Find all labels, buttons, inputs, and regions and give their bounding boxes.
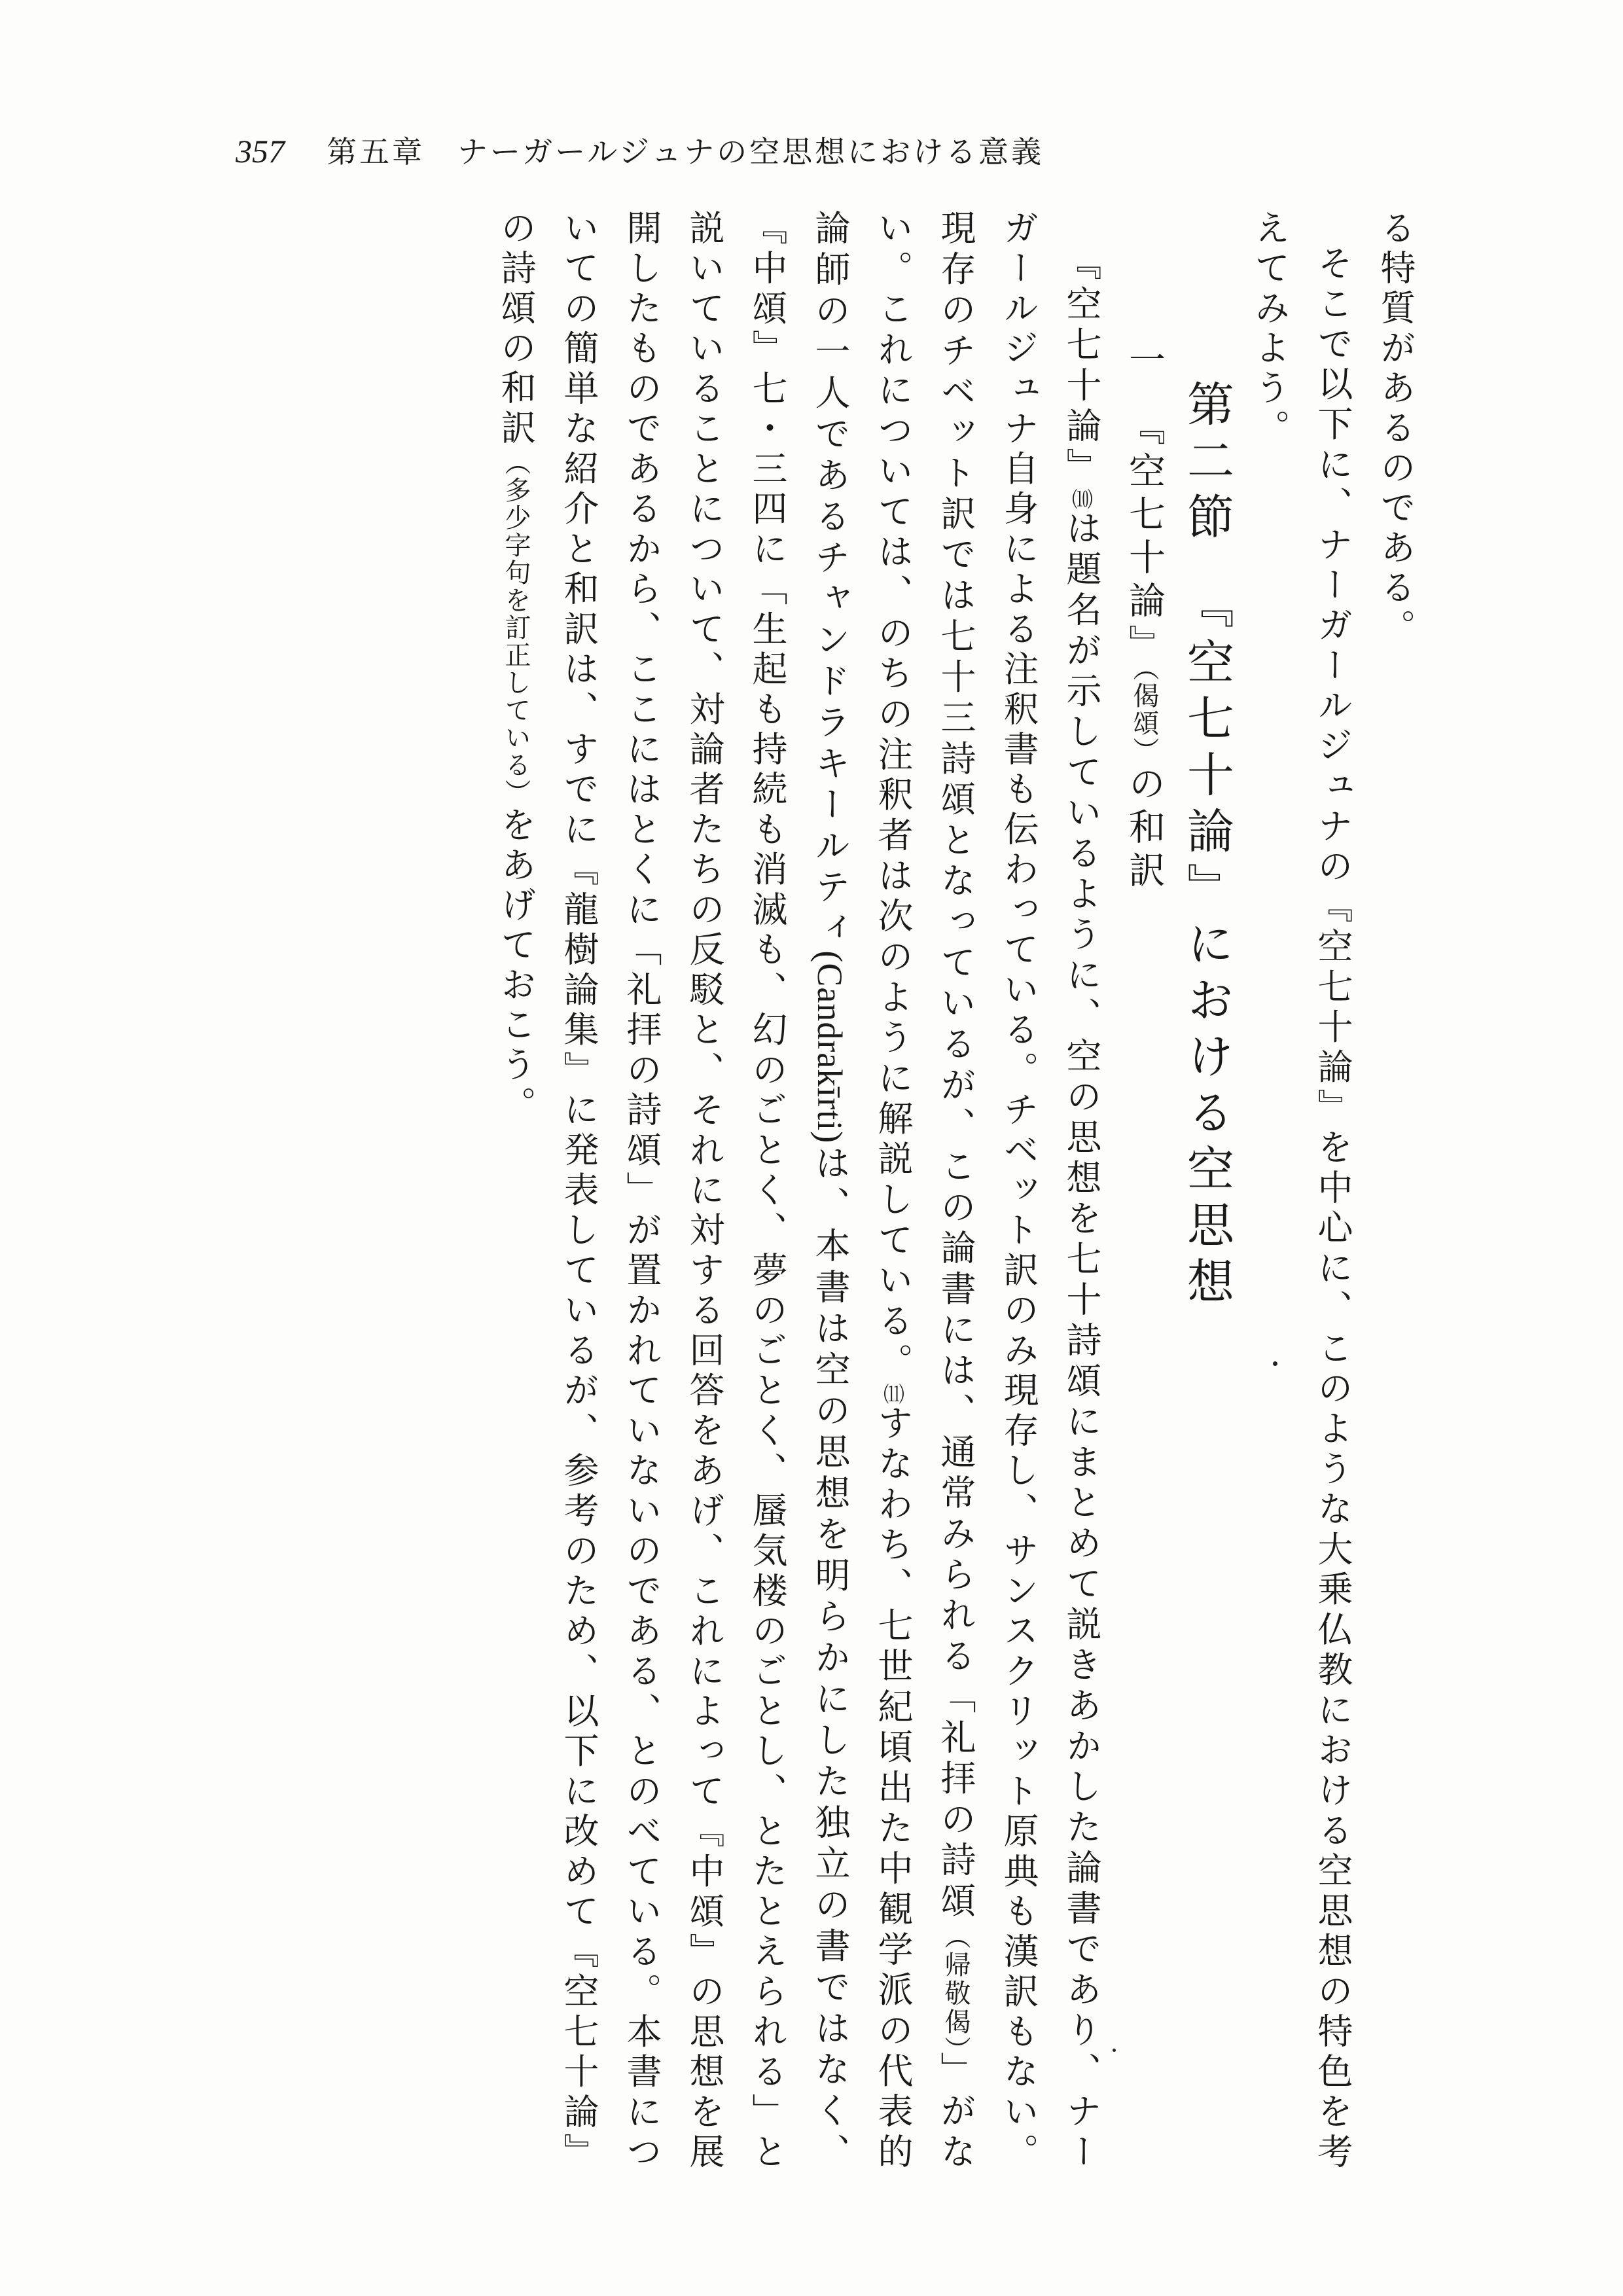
text-run: すなわち、七世紀頃出た中観学派の代表的論師の一人であるチャンドラキールティ (810, 209, 914, 2174)
inline-note: （帰敬偈） (940, 1922, 971, 2052)
footnote-ref-11: ⑾ (880, 1383, 905, 1405)
text-run: をあげておこう。 (495, 806, 537, 1126)
text-run: 『空七十論』 (1061, 245, 1102, 488)
inline-note: （多少字句を訂正している） (501, 449, 531, 806)
text-run: は題名が示しているように、空の思想を七十詩頌にまとめて説きあかした論書であり、ナーガールジュナ自身による注釈書も伝わっている。チベット訳のみ現存し、サンスクリット原典も漢訳もない。現存のチベット訳では七十三詩頌となっているが、この論書には、通常みられる「礼拝の詩頌 (935, 209, 1102, 2173)
section-heading: 第二節 『空七十論』における空思想 (1179, 380, 1234, 1313)
scan-speck (1113, 2049, 1116, 2052)
text-run: 」がない。これについては、のちの注釈者は次のように解説している。 (872, 209, 976, 2174)
text-run: は、本書は空の思想を明らかにした独立の書ではなく、『中頌』七・三四に「生起も持続も消滅も、幻のごとく、夢のごとく、蜃気楼のごとし、とたとえられる」と説いていることについて、対論者たちの反駁と、それに対する回答をあげ、これによって『中頌』の思想を展開したものであるから、ここにはとくに「礼拝の詩頌」が置かれていないのである、とのべている。本書についての簡単な紹介と和訳は、すでに『龍樹論集』に発表しているが、参考のため、以下に改めて『空七十論』の詩頌の和訳 (495, 209, 851, 2174)
sub-heading (1113, 209, 1175, 2173)
sub-heading-main: 一 『空七十論』 (1123, 340, 1166, 668)
intro-paragraph: そこで以下に、ナーガールジュナの『空七十論』を中心に、このような大乗仏教における空思想の特色を考えてみよう。 (1249, 209, 1353, 2173)
chapter-title: 第五章 ナーガールジュナの空思想における意義 (327, 134, 1044, 170)
scan-speck (1273, 1361, 1277, 1366)
body-text (209, 209, 1427, 2173)
sub-heading-note: （偈頌） (1129, 668, 1159, 764)
continued-line: る特質があるのである。 (1375, 209, 1416, 649)
footnote-ref-10: ⑽ (1069, 488, 1094, 510)
body-paragraph (484, 209, 1113, 2173)
latin-name: (Candrakīrti) (810, 950, 849, 1144)
sub-heading-tail: の和訳 (1123, 764, 1166, 894)
running-header (236, 128, 1044, 171)
page-number: 357 (236, 133, 285, 170)
